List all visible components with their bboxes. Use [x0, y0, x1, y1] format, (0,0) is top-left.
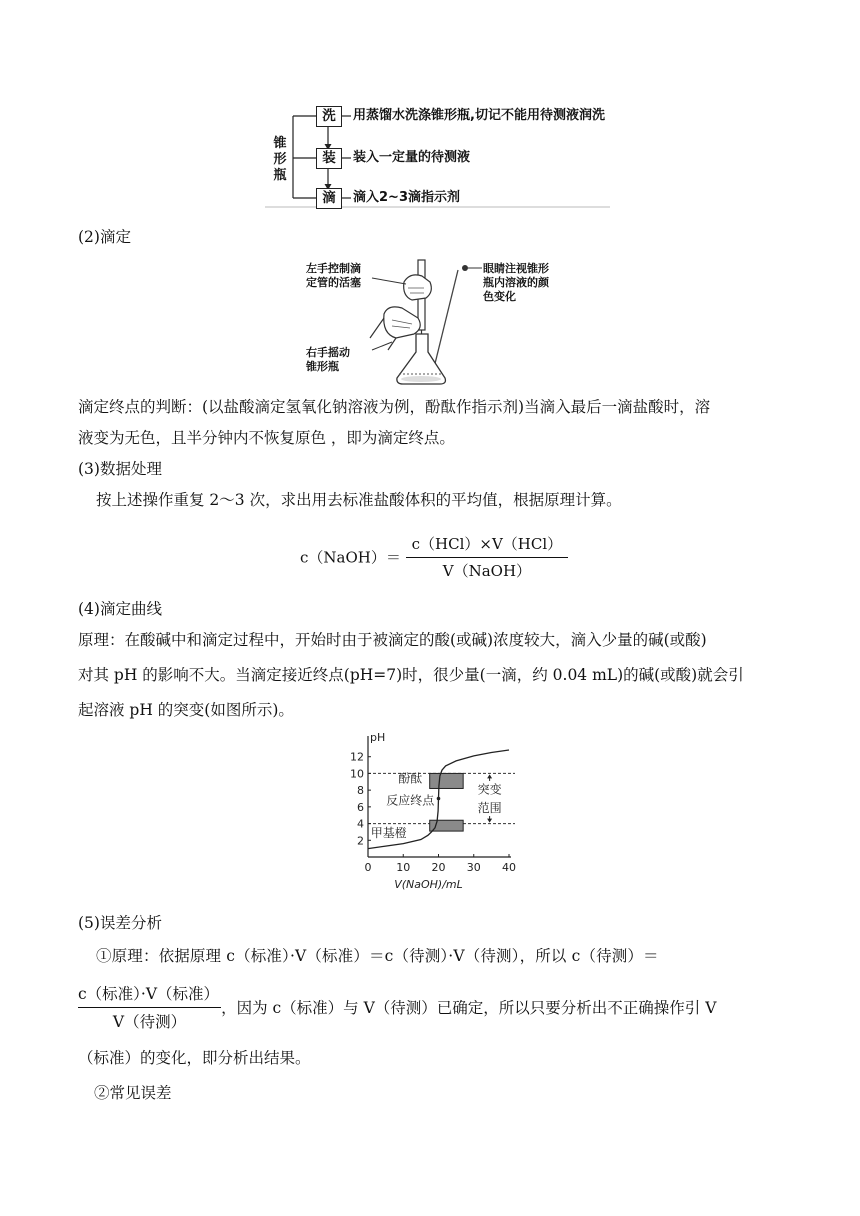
- section3-title: (3)数据处理: [78, 460, 162, 478]
- section5-line-1: ①原理：依据原理 c（标准）·V（标准）＝c（待测）·V（待测），所以 c（待测）＝: [96, 947, 659, 965]
- y-tick-label: 4: [357, 817, 364, 831]
- error-fraction: [78, 982, 221, 1032]
- box-label-methyl-orange: 甲基橙: [370, 825, 407, 840]
- label-eye-line: 眼睛注视锥形: [483, 262, 549, 275]
- x-tick-label: 30: [466, 861, 481, 874]
- y-tick-label: 10: [350, 767, 364, 781]
- y-axis-label: pH: [370, 731, 386, 744]
- section5-line-4: ②常见误差: [94, 1084, 172, 1102]
- section5-line-3: （标准）的变化，即分析出结果。: [78, 1049, 311, 1067]
- section5-line-2: [78, 982, 716, 1032]
- label-left-hand-top-line: 定管的活塞: [306, 276, 361, 289]
- label-right-hand-line: 右手摇动: [306, 346, 350, 359]
- flow-vlabel-char: 形: [273, 152, 287, 167]
- formula-fraction: [406, 533, 569, 581]
- formula-lhs: c（NaOH）＝: [300, 548, 401, 567]
- titration-chart-svg: [335, 730, 535, 895]
- endpoint-marker: [437, 797, 441, 801]
- label-eye-line: 瓶内溶液的颜: [483, 276, 549, 289]
- section4-para-line-2: 对其 pH 的影响不大。当滴定接近终点(pH=7)时，很少量(一滴，约 0.04 mL)的碱(或酸)就会引: [78, 666, 744, 684]
- section3-text: 按上述操作重复 2～3 次，求出用去标准盐酸体积的平均值，根据原理计算。: [96, 491, 622, 509]
- label-eye: [483, 262, 549, 304]
- label-right-hand: [306, 346, 350, 374]
- endpoint-line-1: 滴定终点的判断：(以盐酸滴定氢氧化钠溶液为例，酚酞作指示剂)当滴入最后一滴盐酸时，溶: [78, 398, 711, 416]
- section2-title: (2)滴定: [78, 228, 131, 246]
- flow-step-wash-text: 用蒸馏水洗涤锥形瓶,切记不能用待测液润洗: [353, 108, 605, 123]
- error-fraction-denominator: V（待测）: [112, 1013, 187, 1031]
- x-axis-label: V(NaOH)/mL: [394, 878, 463, 891]
- titration-figure: [300, 258, 590, 388]
- jump-range-label-2: 范围: [477, 800, 502, 815]
- section5-title: (5)误差分析: [78, 914, 162, 932]
- flow-step-drop-text: 滴入2~3滴指示剂: [353, 190, 460, 205]
- section4-para-line-1: 原理：在酸碱中和滴定过程中，开始时由于被滴定的酸(或碱)浓度较大，滴入少量的碱(或酸): [78, 631, 707, 649]
- titration-chart: [335, 730, 535, 895]
- y-tick-label: 2: [357, 834, 364, 848]
- formula-naoh: [300, 533, 568, 581]
- jump-arrowhead-top: [487, 774, 492, 778]
- label-left-hand-top-line: 左手控制滴: [306, 262, 361, 275]
- flow-box-load: 装: [316, 148, 342, 169]
- endpoint-label: 反应终点: [386, 793, 435, 808]
- x-tick-label: 0: [364, 861, 372, 874]
- box-label-phenolphthalein: 酚酞: [398, 771, 423, 786]
- x-tick-label: 20: [431, 861, 446, 874]
- error-fraction-numerator: c（标准）·V（标准）: [78, 982, 221, 1008]
- label-right-hand-line: 锥形瓶: [306, 360, 339, 373]
- flow-box-wash: 洗: [316, 106, 342, 127]
- x-tick-label: 40: [502, 861, 516, 874]
- x-tick-label: 10: [396, 861, 411, 874]
- methyl-orange-range-box: [430, 820, 463, 831]
- flow-step-load-text: 装入一定量的待测液: [353, 150, 471, 165]
- flow-box-drop: 滴: [316, 188, 342, 209]
- flow-vlabel-char: 瓶: [273, 168, 287, 183]
- flow-vlabel-char: 锥: [273, 136, 287, 151]
- flow-diagram: [265, 100, 610, 210]
- y-tick-label: 12: [350, 750, 364, 764]
- flow-vertical-label: [271, 136, 289, 184]
- section4-title: (4)滴定曲线: [78, 600, 162, 618]
- formula-denominator: V（NaOH）: [442, 562, 532, 580]
- section5-line-2-rest: ，因为 c（标准）与 V（待测）已确定，所以只要分析出不正确操作引 V: [221, 999, 717, 1017]
- jump-arrowhead-bottom: [487, 819, 492, 823]
- y-tick-label: 8: [357, 784, 364, 798]
- label-left-hand-top: [306, 262, 361, 290]
- label-eye-line: 色变化: [483, 290, 516, 303]
- phenolphthalein-range-box: [430, 773, 463, 788]
- y-tick-label: 6: [357, 800, 364, 814]
- endpoint-line-2: 液变为无色，且半分钟内不恢复原色 ，即为滴定终点。: [78, 429, 455, 447]
- section4-para-line-3: 起溶液 pH 的突变(如图所示)。: [78, 701, 294, 719]
- jump-range-label-1: 突变: [477, 782, 502, 797]
- formula-numerator: c（HCl）×V（HCl）: [406, 533, 569, 558]
